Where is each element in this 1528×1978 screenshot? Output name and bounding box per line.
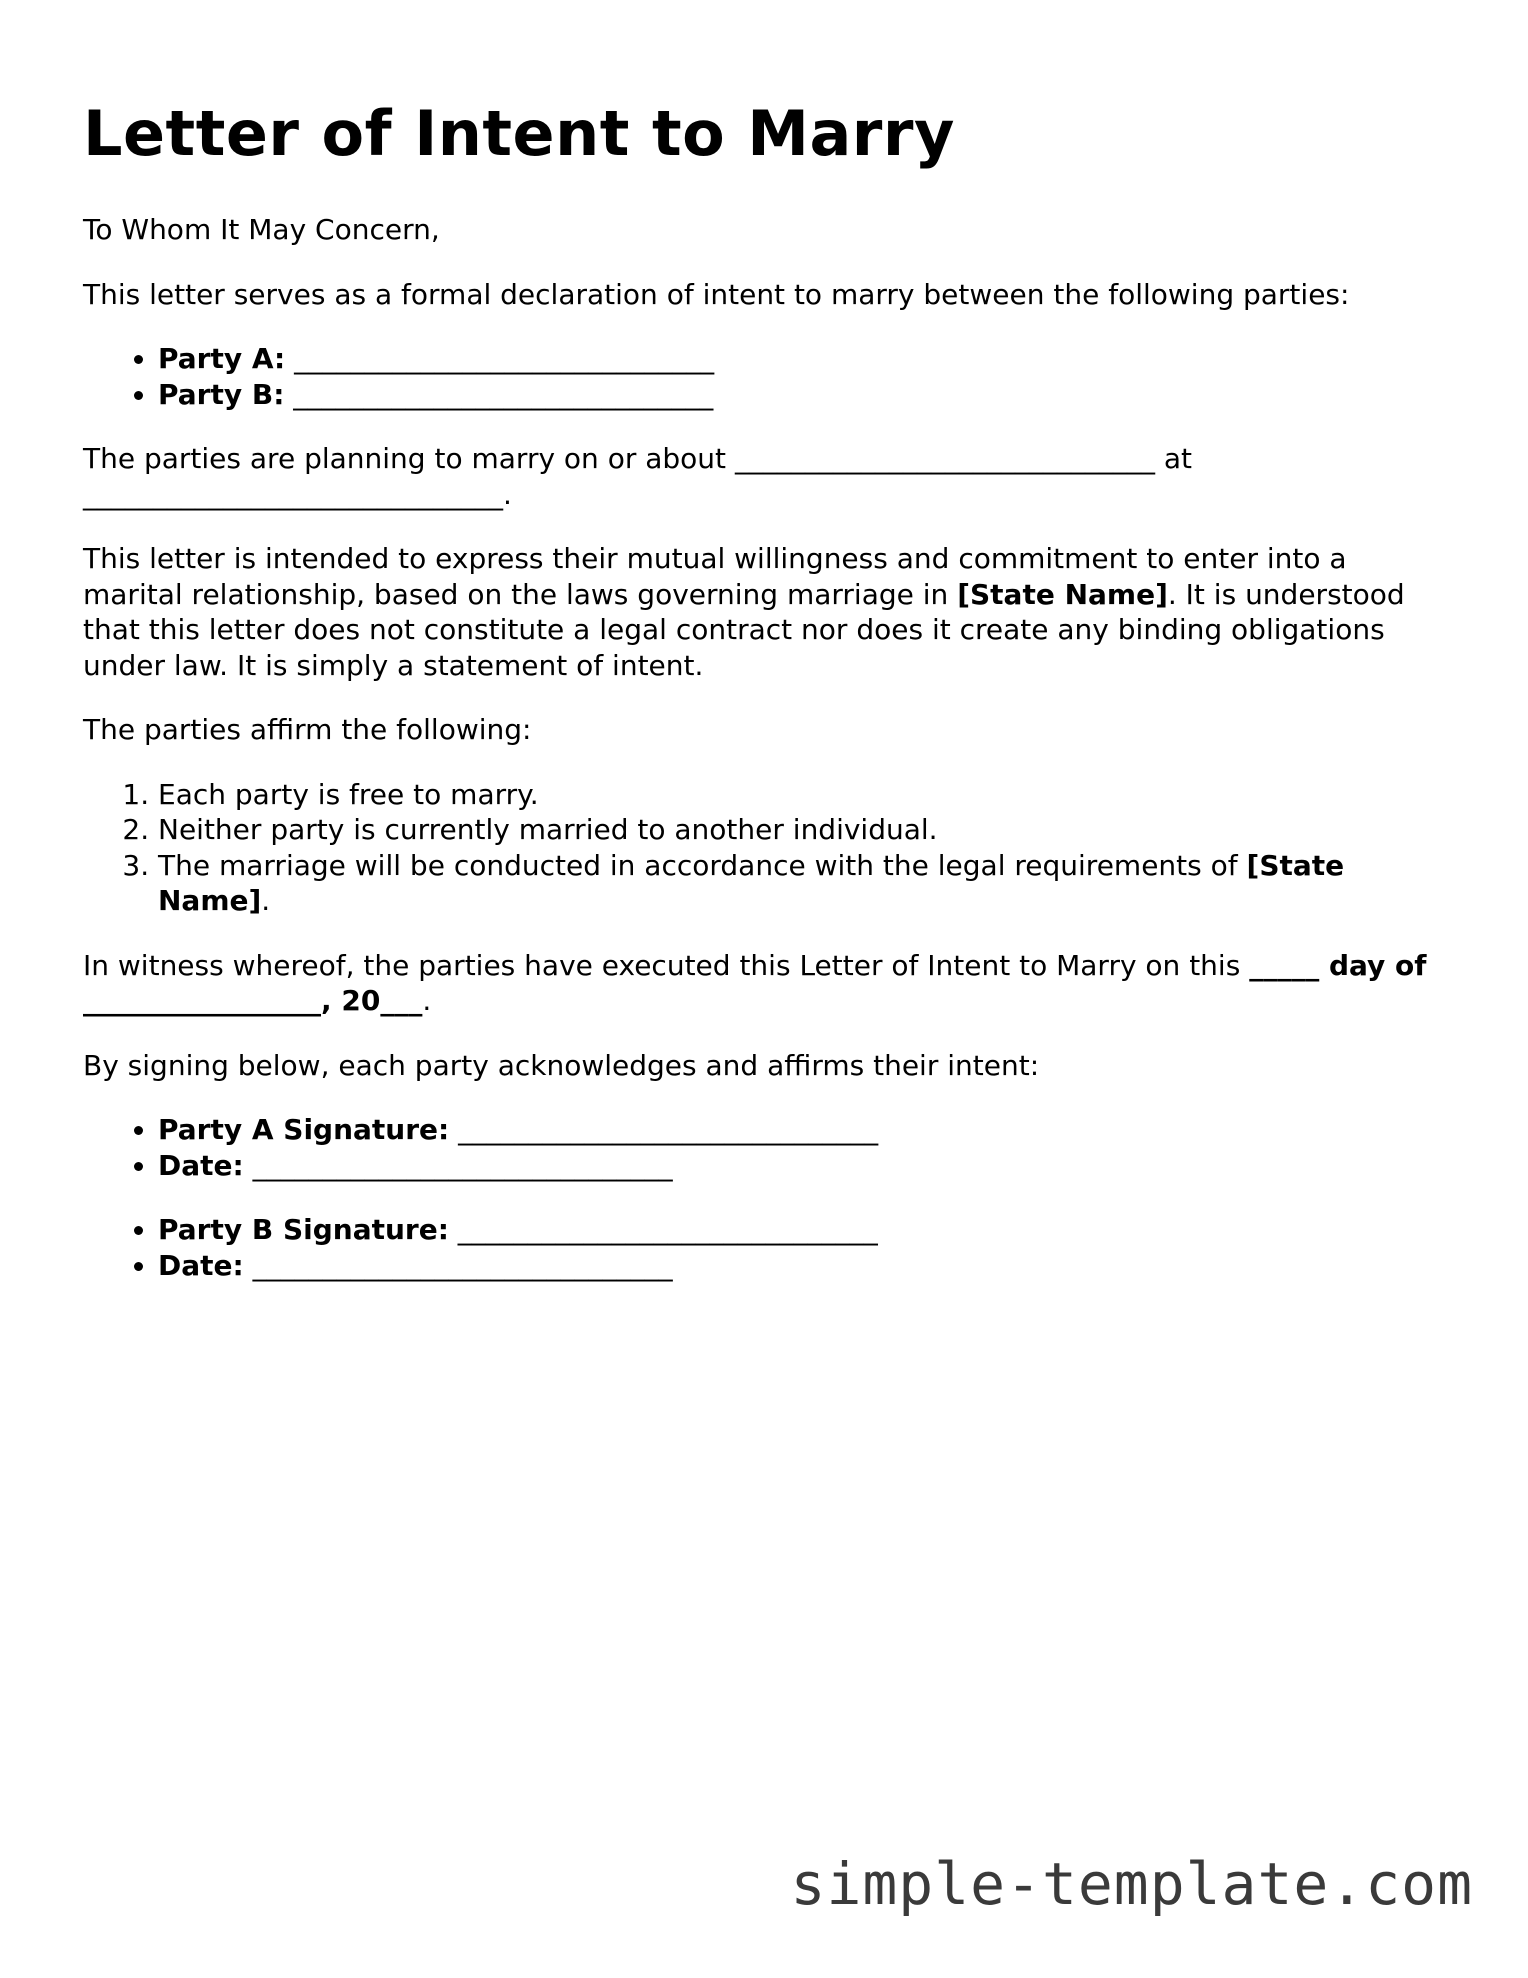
list-item-party-a-date (158, 1148, 1443, 1184)
planning-text-before: The parties are planning to marry on or about (83, 442, 735, 476)
party-a-blank: ______________________________ (285, 342, 715, 376)
party-b-date-label: Date: (158, 1248, 244, 1282)
affirmation-item-3 (158, 848, 1443, 919)
purpose-text-before: This letter is intended to express their mutual willingness and commitment to enter into a marital relationship, based on the laws governing marriage in (83, 542, 1347, 611)
document-title: Letter of Intent to Marry (83, 97, 955, 170)
watermark: simple-template.com (790, 1850, 1473, 1918)
parties-list (83, 341, 1443, 412)
salutation: To Whom It May Concern, (83, 213, 440, 247)
marriage-date-blank: ______________________________ (734, 442, 1155, 476)
list-item-party-b-date (158, 1248, 1443, 1284)
party-a-date-label: Date: (158, 1148, 244, 1182)
affirmation-3-text-before: The marriage will be conducted in accordance with the legal requirements of (158, 848, 1247, 882)
affirm-intro: The parties affirm the following: (83, 713, 532, 747)
planning-paragraph (83, 441, 1443, 512)
party-b-signature-blank: ______________________________ (448, 1213, 878, 1247)
witness-date-blank: _____ day of _________________, 20___ (83, 948, 1427, 1018)
planning-text-middle: at (1154, 442, 1192, 476)
purpose-text-after: . It is understood that this letter does not constitute a legal contract nor does it create any binding obligations under law. It is simply a statement of intent. (83, 577, 1405, 682)
list-item-party-b-signature (158, 1212, 1443, 1248)
party-a-label: Party A: (158, 342, 286, 376)
affirmation-item-2: 2. Neither party is currently married to another individual. (158, 812, 1443, 848)
party-a-signature-label: Party A Signature: (158, 1113, 450, 1147)
marriage-place-blank: ______________________________ (83, 477, 503, 511)
intro-paragraph: This letter serves as a formal declaration of intent to marry between the following parties: (83, 277, 1350, 311)
list-item-party-a-signature (158, 1112, 1443, 1148)
party-b-date-blank: ______________________________ (243, 1248, 673, 1282)
party-b-blank: ______________________________ (284, 377, 714, 411)
state-name-placeholder: [State Name] (957, 577, 1168, 611)
party-a-signature-blank: ______________________________ (449, 1113, 879, 1147)
party-b-label: Party B: (158, 377, 285, 411)
affirmation-3-text-after: . (261, 884, 271, 918)
planning-text-end: . (503, 477, 512, 511)
witness-text-end: . (422, 984, 432, 1018)
list-item-party-a (158, 341, 1443, 377)
affirmation-3-state-placeholder: [State Name] (158, 848, 1345, 918)
party-b-signature-label: Party B Signature: (158, 1213, 449, 1247)
affirmations-list (83, 777, 1443, 919)
signature-list-party-a (83, 1112, 1443, 1183)
document-page (83, 97, 1443, 1312)
signing-intro: By signing below, each party acknowledges and affirms their intent: (83, 1048, 1040, 1082)
purpose-paragraph (83, 541, 1443, 683)
signature-list-party-b (83, 1212, 1443, 1283)
witness-text-before: In witness whereof, the parties have executed this Letter of Intent to Marry on this (83, 948, 1250, 982)
witness-paragraph (83, 948, 1443, 1019)
affirmation-item-1: 1. Each party is free to marry. (158, 777, 1443, 813)
party-a-date-blank: ______________________________ (243, 1148, 673, 1182)
list-item-party-b (158, 377, 1443, 413)
